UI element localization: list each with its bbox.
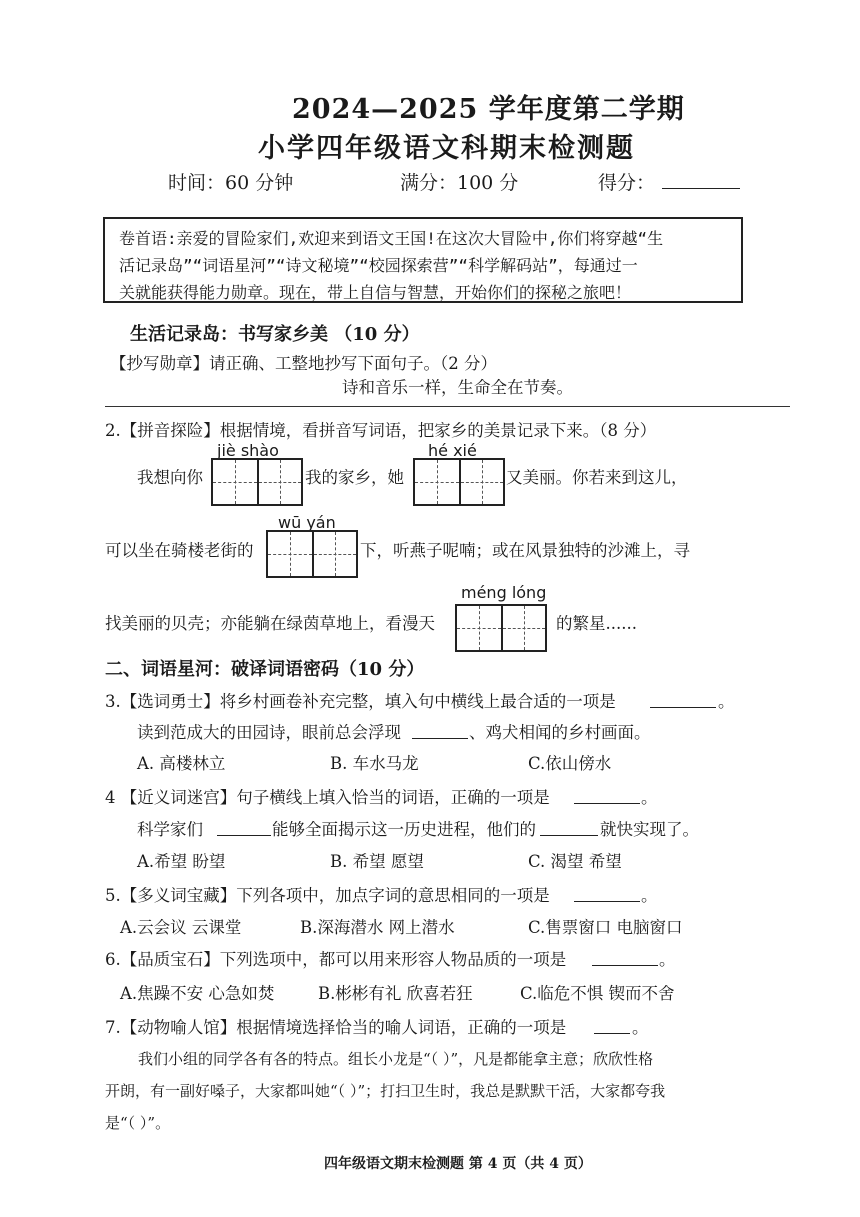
grid-cell[interactable]	[415, 460, 459, 504]
option-a[interactable]: A.希望 盼望	[137, 852, 226, 871]
question-3: 3.【选词勇士】将乡村画卷补充完整，填入句中横线上最合适的一项是	[105, 692, 616, 711]
passage-text: 我们小组的同学各有各的特点。组长小龙是“（ ）”，凡是都能拿主意；欣欣性格	[138, 1050, 654, 1068]
score-label: 得分：	[598, 172, 656, 194]
option-b[interactable]: B. 希望 愿望	[330, 852, 424, 871]
answer-blank[interactable]	[217, 835, 271, 836]
question-7: 7.【动物喻人馆】根据情境选择恰当的喻人词语，正确的一项是	[105, 1018, 567, 1037]
answer-blank[interactable]	[412, 738, 468, 739]
passage-text: 的繁星......	[556, 614, 637, 633]
answer-blank[interactable]	[574, 803, 640, 804]
full-score: 满分：100 分	[400, 172, 519, 194]
question-text: 能够全面揭示这一历史进程，他们的	[272, 820, 536, 839]
writing-grid-jieshao[interactable]	[211, 458, 303, 506]
passage-text: 开朗，有一副好嗓子，大家都叫她“（ ）”；打扫卫生时，我总是默默干活，大家都夸我	[105, 1082, 666, 1100]
grid-cell[interactable]	[459, 460, 503, 504]
question-6: 6.【品质宝石】下列选项中，都可以用来形容人物品质的一项是	[105, 950, 567, 969]
pinyin-jieshao: jiè shào	[217, 441, 279, 460]
preface-line: 活记录岛”“词语星河”“诗文秘境”“校园探索营”“科学解码站”，每通过一	[119, 256, 638, 275]
grid-cell[interactable]	[213, 460, 257, 504]
option-c[interactable]: C.临危不惧 锲而不舍	[520, 984, 675, 1003]
pinyin-menglong: méng lóng	[461, 583, 547, 602]
question-end: 。	[659, 950, 676, 969]
question-text: 科学家们	[137, 820, 203, 839]
answer-blank[interactable]	[574, 901, 640, 902]
passage-text: 是“（ ）”。	[105, 1114, 171, 1132]
question-5: 5.【多义词宝藏】下列各项中，加点字词的意思相同的一项是	[105, 886, 550, 905]
passage-text: 我想向你	[137, 468, 203, 487]
exam-subtitle: 小学四年级语文科期末检测题	[258, 133, 635, 164]
exam-time: 时间：60 分钟	[168, 172, 294, 194]
grid-cell[interactable]	[501, 606, 545, 650]
exam-title: 2024—2025 学年度第二学期	[292, 94, 685, 125]
question-2: 2.【拼音探险】根据情境，看拼音写词语，把家乡的美景记录下来。（8 分）	[105, 421, 657, 440]
score-blank[interactable]	[662, 188, 740, 189]
preface-line: 卷首语:亲爱的冒险家们,欢迎来到语文王国!在这次大冒险中,你们将穿越“生	[119, 229, 664, 248]
writing-line[interactable]	[105, 406, 790, 407]
passage-text: 下，听燕子呢喃；或在风景独特的沙滩上，寻	[360, 541, 690, 560]
answer-blank[interactable]	[592, 965, 658, 966]
answer-blank[interactable]	[540, 835, 598, 836]
question-text: 、鸡犬相闻的乡村画面。	[469, 723, 651, 742]
question-end: 。	[718, 692, 735, 711]
question-text: 读到范成大的田园诗，眼前总会浮现	[137, 723, 401, 742]
question-4: 4 【近义词迷宫】句子横线上填入恰当的词语，正确的一项是	[105, 788, 550, 807]
writing-grid-menglong[interactable]	[455, 604, 547, 652]
option-a[interactable]: A.云会议 云课堂	[120, 918, 242, 937]
page-footer: 四年级语文期末检测题 第 4 页（共 4 页）	[324, 1156, 592, 1172]
preface-box	[103, 217, 743, 303]
question-text: 就快实现了。	[600, 820, 699, 839]
grid-cell[interactable]	[268, 532, 312, 576]
question-end: 。	[632, 1018, 649, 1037]
answer-blank[interactable]	[594, 1033, 630, 1034]
option-b[interactable]: B.深海潜水 网上潜水	[300, 918, 455, 937]
passage-text: 找美丽的贝壳；亦能躺在绿茵草地上，看漫天	[105, 614, 435, 633]
option-c[interactable]: C. 渴望 希望	[528, 852, 622, 871]
section-heading: 生活记录岛：书写家乡美 （10 分）	[130, 324, 420, 345]
option-a[interactable]: A.焦躁不安 心急如焚	[120, 984, 275, 1003]
option-a[interactable]: A. 高楼林立	[137, 754, 226, 773]
preface-line: 关就能获得能力勋章。现在，带上自信与智慧，开始你们的探秘之旅吧！	[119, 283, 632, 302]
option-c[interactable]: C.依山傍水	[528, 754, 612, 773]
section-heading: 二、词语星河：破译词语密码（10 分）	[105, 659, 425, 680]
writing-grid-wuyan[interactable]	[266, 530, 358, 578]
answer-blank[interactable]	[650, 707, 716, 708]
question-end: 。	[641, 788, 658, 807]
grid-cell[interactable]	[312, 532, 356, 576]
passage-text: 我的家乡，她	[305, 468, 404, 487]
writing-grid-hexie[interactable]	[413, 458, 505, 506]
pinyin-hexie: hé xié	[428, 441, 477, 460]
pinyin-wuyan: wū yán	[278, 513, 336, 532]
passage-text: 可以坐在骑楼老街的	[105, 541, 254, 560]
option-c[interactable]: C.售票窗口 电脑窗口	[528, 918, 683, 937]
option-b[interactable]: B. 车水马龙	[330, 754, 419, 773]
question-1: 【抄写勋章】请正确、工整地抄写下面句子。（2 分）	[110, 354, 497, 373]
copy-sentence: 诗和音乐一样，生命全在节奏。	[342, 378, 573, 397]
grid-cell[interactable]	[457, 606, 501, 650]
passage-text: 又美丽。你若来到这儿，	[506, 468, 688, 487]
option-b[interactable]: B.彬彬有礼 欣喜若狂	[318, 984, 473, 1003]
grid-cell[interactable]	[257, 460, 301, 504]
question-end: 。	[641, 886, 658, 905]
